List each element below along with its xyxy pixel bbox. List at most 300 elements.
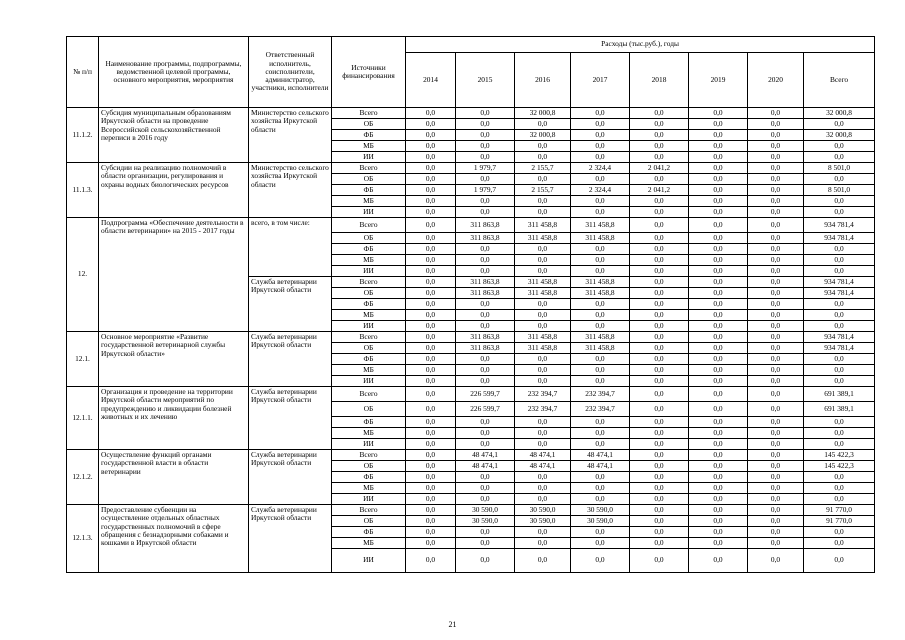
expense-value: 0,0 [515,152,571,163]
expense-value: 0,0 [689,108,748,119]
expense-value: 0,0 [571,376,630,387]
header-year: 2017 [571,53,630,108]
expense-value: 0,0 [748,174,804,185]
expense-value: 311 458,8 [515,343,571,354]
expense-value: 0,0 [748,163,804,174]
expense-value: 0,0 [406,402,456,417]
expense-value: 0,0 [571,354,630,365]
expense-value: 0,0 [630,218,689,233]
expense-value: 0,0 [630,483,689,494]
row-title: Предоставление субвенции на осуществление отдельных областных государственных полномочий в сфере обращения с безнадзорными собаками и кошками в Иркутской области [99,505,249,573]
expense-value: 0,0 [456,266,515,277]
expense-value: 0,0 [406,538,456,549]
row-responsible: Министерство сельского хозяйства Иркутской области [249,163,332,218]
expense-value: 0,0 [406,288,456,299]
funding-source: ОБ [332,119,406,130]
expense-value: 2 155,7 [515,163,571,174]
expense-value: 0,0 [406,376,456,387]
expense-value: 0,0 [571,244,630,255]
expense-value: 0,0 [456,472,515,483]
expense-value: 0,0 [571,417,630,428]
expense-value: 0,0 [804,196,875,207]
expense-value: 0,0 [804,472,875,483]
expense-value: 0,0 [406,130,456,141]
expense-value: 0,0 [689,450,748,461]
expense-value: 0,0 [571,119,630,130]
header-expenses: Расходы (тыс.руб.), годы [406,37,875,53]
expense-value: 0,0 [406,516,456,527]
funding-source: МБ [332,255,406,266]
expense-value: 0,0 [689,174,748,185]
expense-value: 0,0 [689,376,748,387]
expense-value: 0,0 [630,266,689,277]
expense-value: 226 599,7 [456,402,515,417]
expense-value: 0,0 [406,461,456,472]
expense-value: 0,0 [456,527,515,538]
row-responsible: Служба ветеринарии Иркутской области [249,387,332,450]
expense-value: 311 863,8 [456,332,515,343]
header-responsible: Ответственный исполнитель, соисполнители, администратор, участники, исполнители [249,37,332,108]
expense-value: 0,0 [804,119,875,130]
header-year: 2019 [689,53,748,108]
expense-value: 0,0 [630,428,689,439]
expense-value: 0,0 [571,365,630,376]
funding-source: ФБ [332,354,406,365]
expense-value: 0,0 [689,527,748,538]
expense-value: 0,0 [630,354,689,365]
table-row [67,387,875,402]
expense-value: 311 458,8 [571,332,630,343]
funding-source: ИИ [332,376,406,387]
expense-value: 32 000,8 [804,130,875,141]
expense-value: 0,0 [515,310,571,321]
funding-source: ИИ [332,549,406,573]
expense-value: 0,0 [406,266,456,277]
expense-value: 0,0 [748,152,804,163]
expense-value: 311 458,8 [515,288,571,299]
expense-value: 0,0 [748,428,804,439]
expense-value: 0,0 [748,376,804,387]
expense-value: 145 422,3 [804,450,875,461]
header-year: 2016 [515,53,571,108]
expense-value: 0,0 [456,549,515,573]
expense-value: 0,0 [689,255,748,266]
expense-value: 311 458,8 [515,332,571,343]
row-responsible: Служба ветеринарии Иркутской области [249,450,332,505]
expense-value: 0,0 [571,196,630,207]
expense-value: 0,0 [456,365,515,376]
expense-value: 0,0 [689,494,748,505]
header-year: 2015 [456,53,515,108]
expense-value: 0,0 [689,218,748,233]
expense-value: 0,0 [571,207,630,218]
expense-value: 0,0 [515,483,571,494]
expense-value: 0,0 [748,207,804,218]
expense-value: 934 781,4 [804,218,875,233]
expense-value: 934 781,4 [804,233,875,244]
expense-value: 0,0 [456,119,515,130]
budget-table [66,36,875,573]
expense-value: 311 863,8 [456,233,515,244]
expense-value: 0,0 [571,494,630,505]
funding-source: Всего [332,332,406,343]
expense-value: 0,0 [630,174,689,185]
expense-value: 0,0 [515,354,571,365]
expense-value: 0,0 [406,163,456,174]
expense-value: 0,0 [571,538,630,549]
expense-value: 0,0 [748,310,804,321]
expense-value: 48 474,1 [515,461,571,472]
expense-value: 0,0 [689,461,748,472]
row-responsible: Служба ветеринарии Иркутской области [249,277,332,332]
expense-value: 48 474,1 [456,461,515,472]
expense-value: 8 501,0 [804,163,875,174]
expense-value: 0,0 [406,299,456,310]
expense-value: 0,0 [804,310,875,321]
expense-value: 30 590,0 [571,505,630,516]
expense-value: 0,0 [515,527,571,538]
expense-value: 0,0 [748,538,804,549]
funding-source: ФБ [332,244,406,255]
expense-value: 0,0 [406,218,456,233]
funding-source: ИИ [332,207,406,218]
row-number: 11.1.2. [67,108,99,163]
expense-value: 0,0 [630,288,689,299]
funding-source: ОБ [332,343,406,354]
expense-value: 32 000,8 [515,130,571,141]
expense-value: 0,0 [515,376,571,387]
expense-value: 0,0 [456,255,515,266]
funding-source: ОБ [332,461,406,472]
expense-value: 0,0 [804,174,875,185]
expense-value: 0,0 [406,417,456,428]
expense-value: 0,0 [630,505,689,516]
expense-value: 0,0 [630,472,689,483]
expense-value: 0,0 [748,196,804,207]
expense-value: 0,0 [689,196,748,207]
expense-value: 0,0 [804,152,875,163]
expense-value: 311 863,8 [456,288,515,299]
funding-source: ИИ [332,321,406,332]
expense-value: 0,0 [689,417,748,428]
expense-value: 0,0 [748,255,804,266]
row-title: Субсидии на реализацию полномочий в области организации, регулирования и охраны водных биологических ресурсов [99,163,249,218]
expense-value: 232 394,7 [515,402,571,417]
row-number: 12.1.1. [67,387,99,450]
expense-value: 0,0 [630,439,689,450]
expense-value: 2 324,4 [571,185,630,196]
funding-source: ОБ [332,174,406,185]
expense-value: 0,0 [456,354,515,365]
expense-value: 0,0 [804,354,875,365]
expense-value: 0,0 [630,277,689,288]
expense-value: 0,0 [630,527,689,538]
table-body [67,108,875,573]
expense-value: 0,0 [689,163,748,174]
header-year: Всего [804,53,875,108]
header-num: № п/п [67,37,99,108]
expense-value: 0,0 [689,332,748,343]
row-responsible: Министерство сельского хозяйства Иркутской области [249,108,332,163]
funding-source: ФБ [332,472,406,483]
expense-value: 0,0 [406,255,456,266]
expense-value: 0,0 [630,538,689,549]
expense-value: 0,0 [406,196,456,207]
funding-source: МБ [332,483,406,494]
expense-value: 232 394,7 [515,387,571,402]
expense-value: 0,0 [748,387,804,402]
expense-value: 0,0 [689,277,748,288]
expense-value: 0,0 [571,152,630,163]
expense-value: 0,0 [571,483,630,494]
expense-value: 0,0 [689,299,748,310]
expense-value: 0,0 [804,376,875,387]
expense-value: 0,0 [515,119,571,130]
expense-value: 0,0 [748,450,804,461]
expense-value: 0,0 [804,255,875,266]
expense-value: 0,0 [456,244,515,255]
expense-value: 0,0 [571,266,630,277]
expense-value: 0,0 [689,483,748,494]
expense-value: 0,0 [630,255,689,266]
expense-value: 0,0 [456,152,515,163]
expense-value: 0,0 [630,130,689,141]
expense-value: 30 590,0 [515,516,571,527]
expense-value: 48 474,1 [571,461,630,472]
expense-value: 0,0 [804,494,875,505]
expense-value: 0,0 [630,310,689,321]
expense-value: 0,0 [689,402,748,417]
expense-value: 30 590,0 [456,516,515,527]
expense-value: 0,0 [689,365,748,376]
expense-value: 0,0 [456,494,515,505]
expense-value: 0,0 [515,439,571,450]
expense-value: 0,0 [630,152,689,163]
expense-value: 311 863,8 [456,218,515,233]
expense-value: 0,0 [630,549,689,573]
expense-value: 0,0 [630,299,689,310]
expense-value: 934 781,4 [804,277,875,288]
row-title: Подпрограмма «Обеспечение деятельности в области ветеринарии» на 2015 - 2017 годы [99,218,249,332]
expense-value: 0,0 [804,538,875,549]
expense-value: 0,0 [689,354,748,365]
expense-value: 0,0 [406,244,456,255]
expense-value: 0,0 [689,141,748,152]
expense-value: 0,0 [689,152,748,163]
expense-value: 0,0 [630,196,689,207]
funding-source: МБ [332,196,406,207]
table-row [67,218,875,233]
expense-value: 0,0 [456,376,515,387]
expense-value: 226 599,7 [456,387,515,402]
expense-value: 0,0 [748,299,804,310]
expense-value: 311 458,8 [571,288,630,299]
expense-value: 0,0 [804,299,875,310]
expense-value: 0,0 [748,244,804,255]
row-title: Субсидия муниципальным образованиям Иркутской области на проведение Всероссийской сельскохозяйственной переписи в 2016 году [99,108,249,163]
expense-value: 0,0 [406,152,456,163]
expense-value: 0,0 [406,174,456,185]
expense-value: 0,0 [748,108,804,119]
expense-value: 934 781,4 [804,332,875,343]
expense-value: 0,0 [515,428,571,439]
expense-value: 311 458,8 [571,218,630,233]
expense-value: 311 458,8 [571,277,630,288]
expense-value: 0,0 [748,141,804,152]
expense-value: 311 863,8 [456,277,515,288]
table-row [67,163,875,174]
expense-value: 0,0 [689,549,748,573]
expense-value: 0,0 [748,549,804,573]
expense-value: 232 394,7 [571,402,630,417]
expense-value: 691 389,1 [804,387,875,402]
expense-value: 0,0 [571,108,630,119]
expense-value: 0,0 [406,483,456,494]
expense-value: 311 458,8 [571,233,630,244]
expense-value: 0,0 [515,141,571,152]
expense-value: 0,0 [406,365,456,376]
expense-value: 0,0 [689,233,748,244]
expense-value: 0,0 [748,365,804,376]
expense-value: 145 422,3 [804,461,875,472]
expense-value: 0,0 [748,266,804,277]
expense-value: 0,0 [571,472,630,483]
expense-value: 0,0 [630,387,689,402]
expense-value: 0,0 [804,365,875,376]
expense-value: 48 474,1 [571,450,630,461]
row-number: 12.1.3. [67,505,99,573]
header-year: 2020 [748,53,804,108]
expense-value: 0,0 [804,141,875,152]
expense-value: 0,0 [689,428,748,439]
expense-value: 0,0 [748,119,804,130]
expense-value: 0,0 [748,472,804,483]
row-number: 12.1. [67,332,99,387]
expense-value: 311 863,8 [456,343,515,354]
funding-source: Всего [332,387,406,402]
expense-value: 0,0 [689,343,748,354]
expense-value: 91 770,0 [804,505,875,516]
expense-value: 0,0 [515,549,571,573]
expense-value: 0,0 [571,428,630,439]
header-source: Источники финансирования [332,37,406,108]
table-row [67,332,875,343]
expense-value: 8 501,0 [804,185,875,196]
expense-value: 0,0 [406,549,456,573]
expense-value: 0,0 [456,538,515,549]
row-title: Организация и проведение на территории Иркутской области мероприятий по предупреждению и ликвидации болезней животных и их лечению [99,387,249,450]
expense-value: 0,0 [515,365,571,376]
expense-value: 0,0 [689,207,748,218]
funding-source: Всего [332,108,406,119]
expense-value: 0,0 [748,288,804,299]
expense-value: 0,0 [406,387,456,402]
expense-value: 0,0 [804,207,875,218]
expense-value: 0,0 [689,244,748,255]
expense-value: 0,0 [748,233,804,244]
funding-source: ИИ [332,266,406,277]
row-number: 12. [67,218,99,332]
expense-value: 0,0 [406,141,456,152]
expense-value: 0,0 [689,130,748,141]
expense-value: 0,0 [456,428,515,439]
expense-value: 0,0 [689,505,748,516]
expense-value: 0,0 [748,483,804,494]
expense-value: 48 474,1 [456,450,515,461]
expense-value: 0,0 [689,310,748,321]
expense-value: 0,0 [804,321,875,332]
expense-value: 0,0 [630,207,689,218]
expense-value: 311 458,8 [515,233,571,244]
header-year: 2014 [406,53,456,108]
expense-value: 0,0 [748,417,804,428]
expense-value: 0,0 [748,505,804,516]
expense-value: 0,0 [406,527,456,538]
expense-value: 0,0 [689,321,748,332]
expense-value: 0,0 [748,218,804,233]
funding-source: Всего [332,277,406,288]
funding-source: ИИ [332,439,406,450]
expense-value: 0,0 [630,494,689,505]
expense-value: 0,0 [515,472,571,483]
expense-value: 0,0 [630,376,689,387]
expense-value: 0,0 [406,185,456,196]
expense-value: 0,0 [456,141,515,152]
expense-value: 0,0 [630,244,689,255]
expense-value: 0,0 [456,196,515,207]
expense-value: 0,0 [748,439,804,450]
expense-value: 2 041,2 [630,185,689,196]
expense-value: 0,0 [689,538,748,549]
expense-value: 0,0 [515,266,571,277]
expense-value: 0,0 [406,207,456,218]
expense-value: 0,0 [630,233,689,244]
expense-value: 232 394,7 [571,387,630,402]
expense-value: 0,0 [515,538,571,549]
expense-value: 1 979,7 [456,163,515,174]
row-responsible: Служба ветеринарии Иркутской области [249,505,332,573]
expense-value: 691 389,1 [804,402,875,417]
funding-source: ОБ [332,233,406,244]
expense-value: 0,0 [406,310,456,321]
expense-value: 0,0 [456,174,515,185]
funding-source: МБ [332,538,406,549]
expense-value: 0,0 [748,402,804,417]
expense-value: 0,0 [571,310,630,321]
row-title: Основное мероприятие «Развитие государственной ветеринарной службы Иркутской области» [99,332,249,387]
expense-value: 0,0 [515,207,571,218]
expense-value: 0,0 [406,277,456,288]
expense-value: 0,0 [748,516,804,527]
funding-source: ФБ [332,185,406,196]
expense-value: 0,0 [689,119,748,130]
expense-value: 0,0 [571,141,630,152]
expense-value: 2 155,7 [515,185,571,196]
expense-value: 30 590,0 [456,505,515,516]
expense-value: 0,0 [748,130,804,141]
expense-value: 0,0 [406,354,456,365]
table-row [67,505,875,516]
expense-value: 0,0 [630,461,689,472]
expense-value: 0,0 [630,119,689,130]
expense-value: 0,0 [748,461,804,472]
expense-value: 0,0 [406,321,456,332]
funding-source: Всего [332,505,406,516]
expense-value: 0,0 [630,450,689,461]
expense-value: 0,0 [630,365,689,376]
expense-value: 0,0 [571,130,630,141]
expense-value: 0,0 [804,439,875,450]
